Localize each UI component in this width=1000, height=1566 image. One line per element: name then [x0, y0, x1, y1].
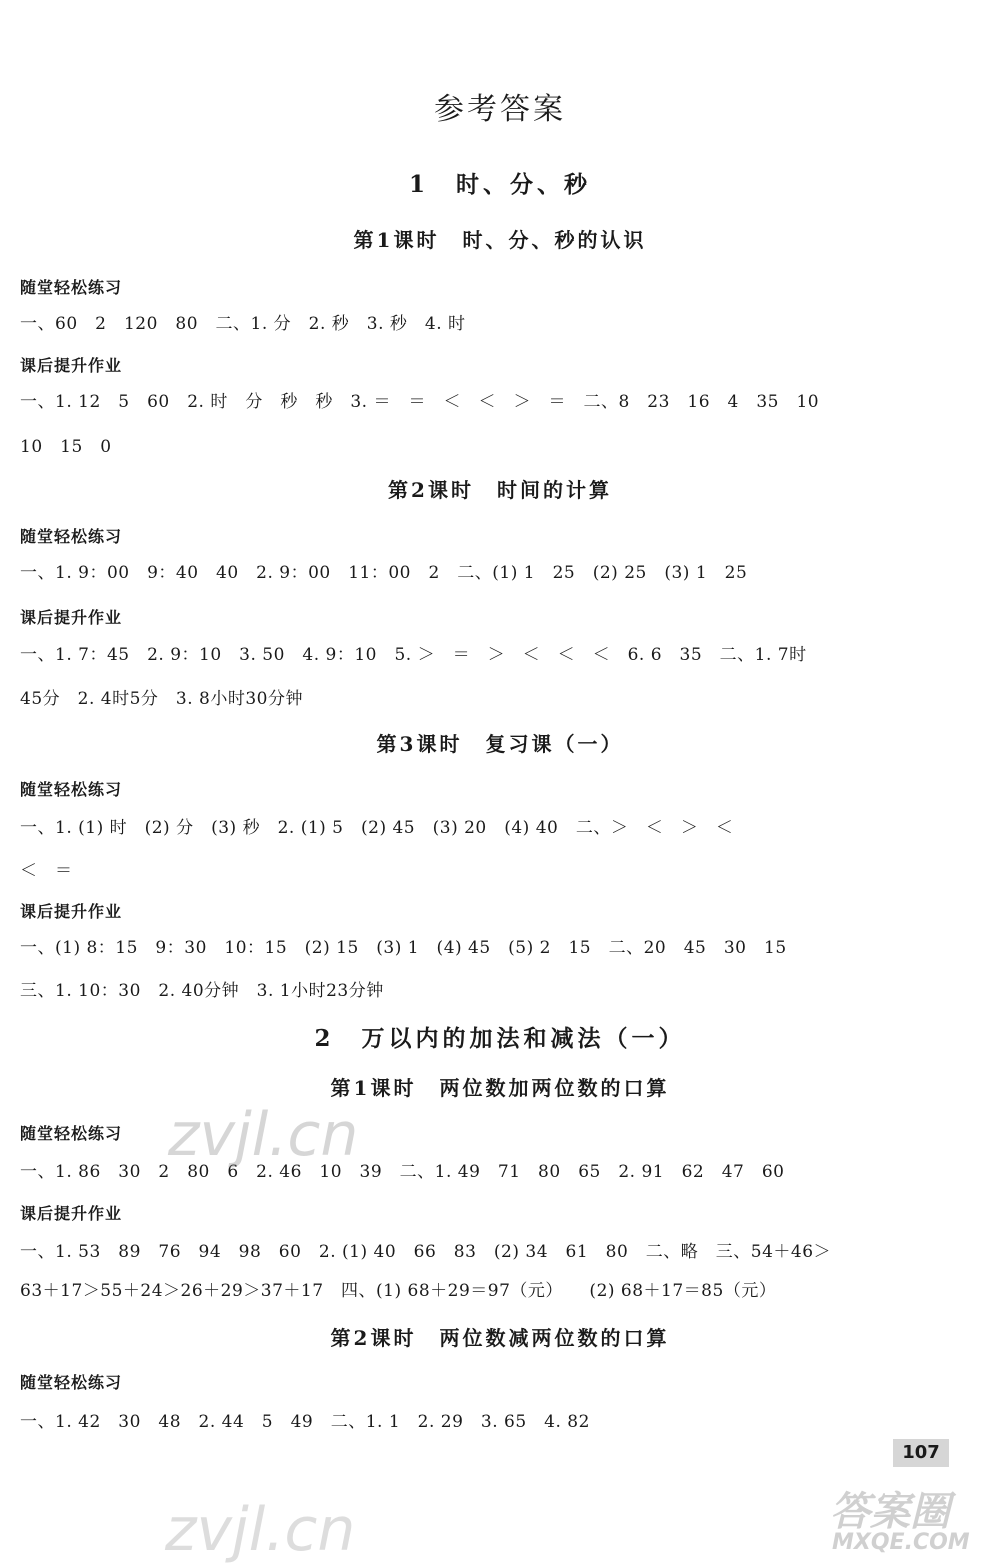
chapter-1-heading: 1 时、分、秒 — [408, 171, 591, 198]
section-label: 课后提升作业 — [20, 1204, 123, 1223]
lesson-2-2-heading: 第2课时 两位数减两位数的口算 — [330, 1326, 670, 1350]
watermark: zvjl.cn — [168, 1100, 359, 1170]
section-label: 课后提升作业 — [20, 902, 123, 921]
chapter-2-heading: 2 万以内的加法和减法（一） — [314, 1025, 686, 1052]
answer-line: 45分 2. 4时5分 3. 8小时30分钟 — [20, 689, 303, 709]
answer-line: 一、(1) 8：15 9：30 10：15 (2) 15 (3) 1 (4) 45 (5) 2 15 二、20 45 30 15 — [20, 938, 787, 958]
page-title: 参考答案 — [434, 92, 566, 127]
section-label: 随堂轻松练习 — [20, 1373, 123, 1392]
answer-line: ＜ ＝ — [20, 861, 73, 881]
page-number: 107 — [893, 1439, 949, 1467]
answer-line: 63＋17＞55＋24＞26＋29＞37＋17 四、(1) 68＋29＝97（元） (2) 68＋17＝85（元） — [20, 1281, 777, 1301]
answer-line: 一、60 2 120 80 二、1. 分 2. 秒 3. 秒 4. 时 — [20, 314, 466, 334]
watermark-url: MXQE.COM — [832, 1530, 970, 1555]
answer-line: 一、1. (1) 时 (2) 分 (3) 秒 2. (1) 5 (2) 45 (3) 20 (4) 40 二、＞ ＜ ＞ ＜ — [20, 818, 734, 838]
section-label: 课后提升作业 — [20, 608, 123, 627]
watermark: zvjl.cn — [165, 1495, 356, 1565]
answer-line: 一、1. 86 30 2 80 6 2. 46 10 39 二、1. 49 71 80 65 2. 91 62 47 60 — [20, 1162, 785, 1182]
lesson-2-1-heading: 第1课时 两位数加两位数的口算 — [330, 1076, 670, 1100]
answer-line: 一、1. 42 30 48 2. 44 5 49 二、1. 1 2. 29 3. 65 4. 82 — [20, 1412, 590, 1432]
answer-line: 三、1. 10：30 2. 40分钟 3. 1小时23分钟 — [20, 981, 384, 1001]
lesson-1-1-heading: 第1课时 时、分、秒的认识 — [353, 228, 647, 252]
lesson-1-2-heading: 第2课时 时间的计算 — [388, 478, 612, 502]
answer-line: 一、1. 53 89 76 94 98 60 2. (1) 40 66 83 (2) 34 61 80 二、略 三、54＋46＞ — [20, 1242, 832, 1262]
answer-line: 一、1. 7：45 2. 9：10 3. 50 4. 9：10 5. ＞ ＝ ＞ ＜ ＜ ＜ 6. 6 35 二、1. 7时 — [20, 645, 807, 665]
watermark-logo: 答案圈 — [830, 1489, 950, 1535]
section-label: 随堂轻松练习 — [20, 780, 123, 799]
section-label: 随堂轻松练习 — [20, 278, 123, 297]
answer-line: 一、1. 9：00 9：40 40 2. 9：00 11：00 2 二、(1) 1 25 (2) 25 (3) 1 25 — [20, 563, 748, 583]
section-label: 随堂轻松练习 — [20, 1124, 123, 1143]
answer-line: 10 15 0 — [20, 437, 112, 457]
section-label: 课后提升作业 — [20, 356, 123, 375]
section-label: 随堂轻松练习 — [20, 527, 123, 546]
lesson-1-3-heading: 第3课时 复习课（一） — [376, 732, 624, 756]
answer-line: 一、1. 12 5 60 2. 时 分 秒 秒 3. ＝ ＝ ＜ ＜ ＞ ＝ 二、8 23 16 4 35 10 — [20, 392, 820, 412]
